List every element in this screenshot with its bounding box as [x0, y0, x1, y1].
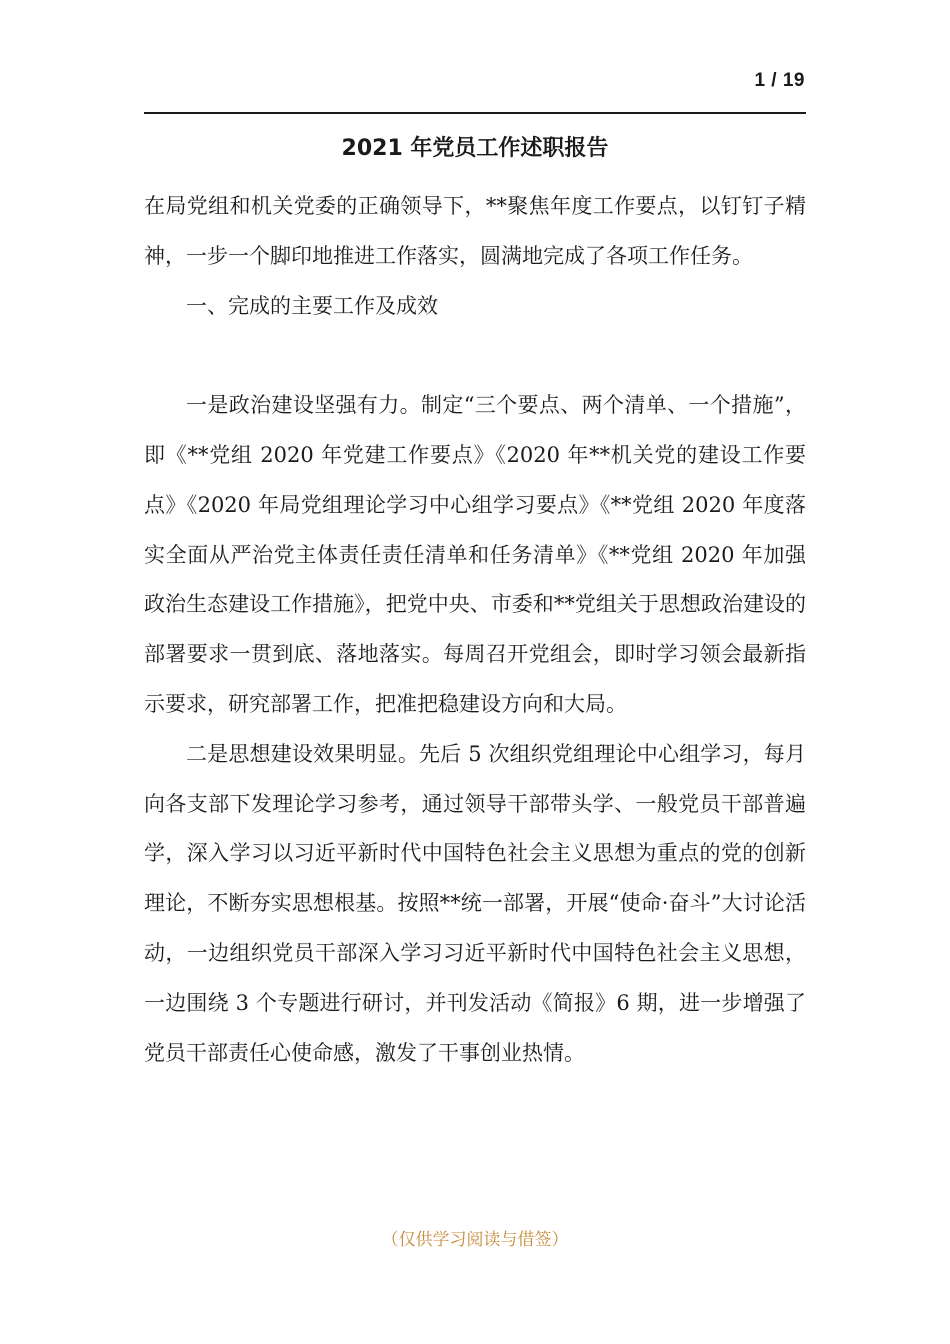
page-number: 1 / 19 [754, 70, 805, 91]
intro-paragraph: 在局党组和机关党委的正确领导下，**聚焦年度工作要点，以钉钉子精神，一步一个脚印地推进工作落实，圆满地完成了各项工作任务。 [144, 194, 806, 268]
section-heading: 一、完成的主要工作及成效 [186, 293, 438, 318]
document-title: 2021 年党员工作述职报告 [341, 136, 609, 161]
footer-note: （仅供学习阅读与借签） [381, 1230, 569, 1250]
paragraph-ideological-building: 二是思想建设效果明显。先后 5 次组织党组理论中心组学习，每月向各支部下发理论学习参考，通过领导干部带头学、一般党员干部普遍学，深入学习以习近平新时代中国特色社会主义思想为重点的党的创新理论，不断夯实思想根基。按照**统一部署，开展“使命·奋斗”大讨论活动，一边组织党员干部深入学习习近平新时代中国特色社会主义思想，一边围绕 3 个专题进行研讨，并刊发活动《简报》6 期，进一步增强了党员干部责任心使命感，激发了干事创业热情。 [144, 741, 806, 1065]
header-divider [144, 112, 806, 114]
paragraph-political-building: 一是政治建设坚强有力。制定“三个要点、两个清单、一个措施”，即《**党组 2020 年党建工作要点》《2020 年**机关党的建设工作要点》《2020 年局党组理论学习中心组学习要点》《**党组 2020 年度落实全面从严治党主体责任责任清单和任务清单》《**党组 2020 年加强政治生态建设工作措施》，把党中央、市委和**党组关于思想政治建设的部署要求一贯到底、落地落实。每周召开党组会，即时学习领会最新指示要求，研究部署工作，把准把稳建设方向和大局。 [144, 393, 806, 716]
document-body [144, 182, 806, 1078]
